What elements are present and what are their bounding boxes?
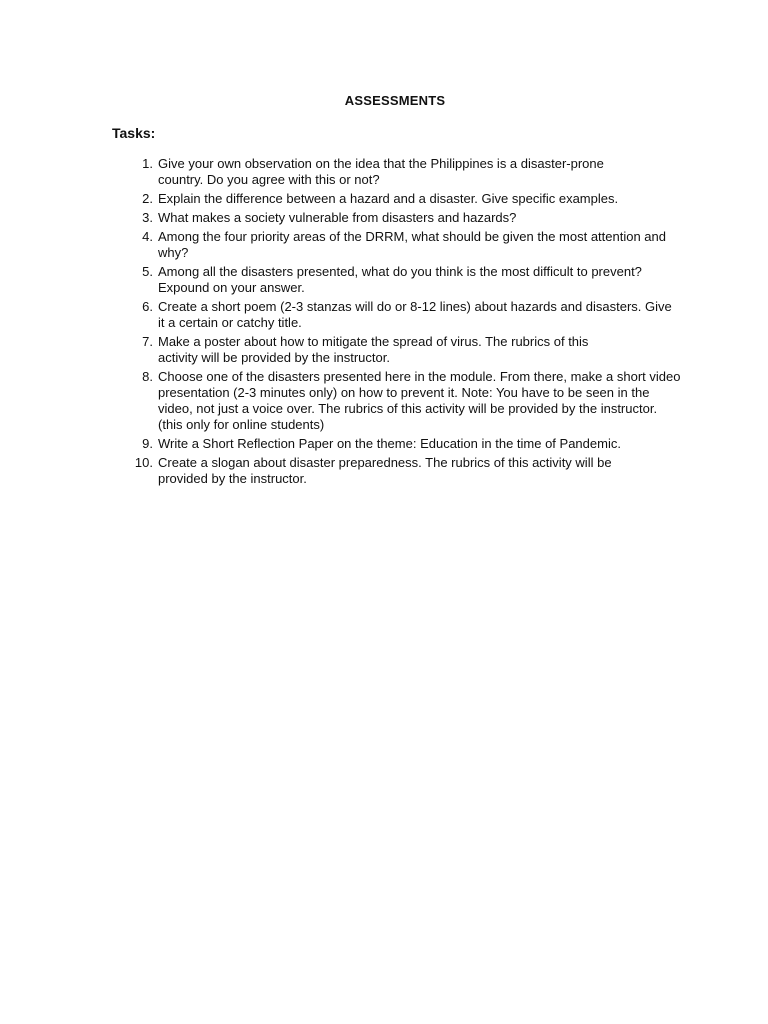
item-text: Give your own observation on the idea that the Philippines is a disaster-prone country. Do you agree with this or not? — [158, 156, 604, 187]
list-item — [0, 156, 768, 188]
item-text: Among all the disasters presented, what do you think is the most difficult to prevent? Expound on your answer. — [158, 264, 642, 295]
page-title: ASSESSMENTS — [344, 93, 446, 108]
item-number: 8. — [142, 369, 153, 384]
item-text: What makes a society vulnerable from disasters and hazards? — [158, 210, 517, 225]
section-label: Tasks: — [112, 125, 156, 141]
list-item — [0, 210, 768, 226]
item-number: 5. — [142, 264, 153, 279]
item-text: Create a slogan about disaster preparedness. The rubrics of this activity will be provided by the instructor. — [158, 455, 612, 486]
item-number: 7. — [142, 334, 153, 349]
item-text: Make a poster about how to mitigate the spread of virus. The rubrics of this activity will be provided by the instructor. — [158, 334, 589, 365]
list-item — [0, 436, 768, 452]
item-number: 1. — [142, 156, 153, 171]
item-text: Among the four priority areas of the DRRM, what should be given the most attention and why? — [158, 229, 666, 260]
item-number: 2. — [142, 191, 153, 206]
list-item — [0, 455, 768, 487]
list-item — [0, 229, 768, 261]
list-item — [0, 299, 768, 331]
item-text: Choose one of the disasters presented here in the module. From there, make a short video presentation (2-3 minutes only) on how to prevent it. Note: You have to be seen in the video, not just a voice over. The rubrics of this activity will be provided by the instructor. (this only for online students) — [158, 369, 681, 432]
list-item — [0, 369, 768, 433]
item-number: 10. — [134, 455, 153, 470]
task-list — [0, 156, 768, 490]
item-text: Create a short poem (2-3 stanzas will do or 8-12 lines) about hazards and disasters. Give it a certain or catchy title. — [158, 299, 672, 330]
list-item — [0, 334, 768, 366]
list-item — [0, 191, 768, 207]
item-text: Write a Short Reflection Paper on the theme: Education in the time of Pandemic. — [158, 436, 621, 451]
item-number: 4. — [142, 229, 153, 244]
item-text: Explain the difference between a hazard and a disaster. Give specific examples. — [158, 191, 619, 206]
item-number: 3. — [142, 210, 153, 225]
item-number: 6. — [142, 299, 153, 314]
item-number: 9. — [142, 436, 153, 451]
list-item — [0, 264, 768, 296]
